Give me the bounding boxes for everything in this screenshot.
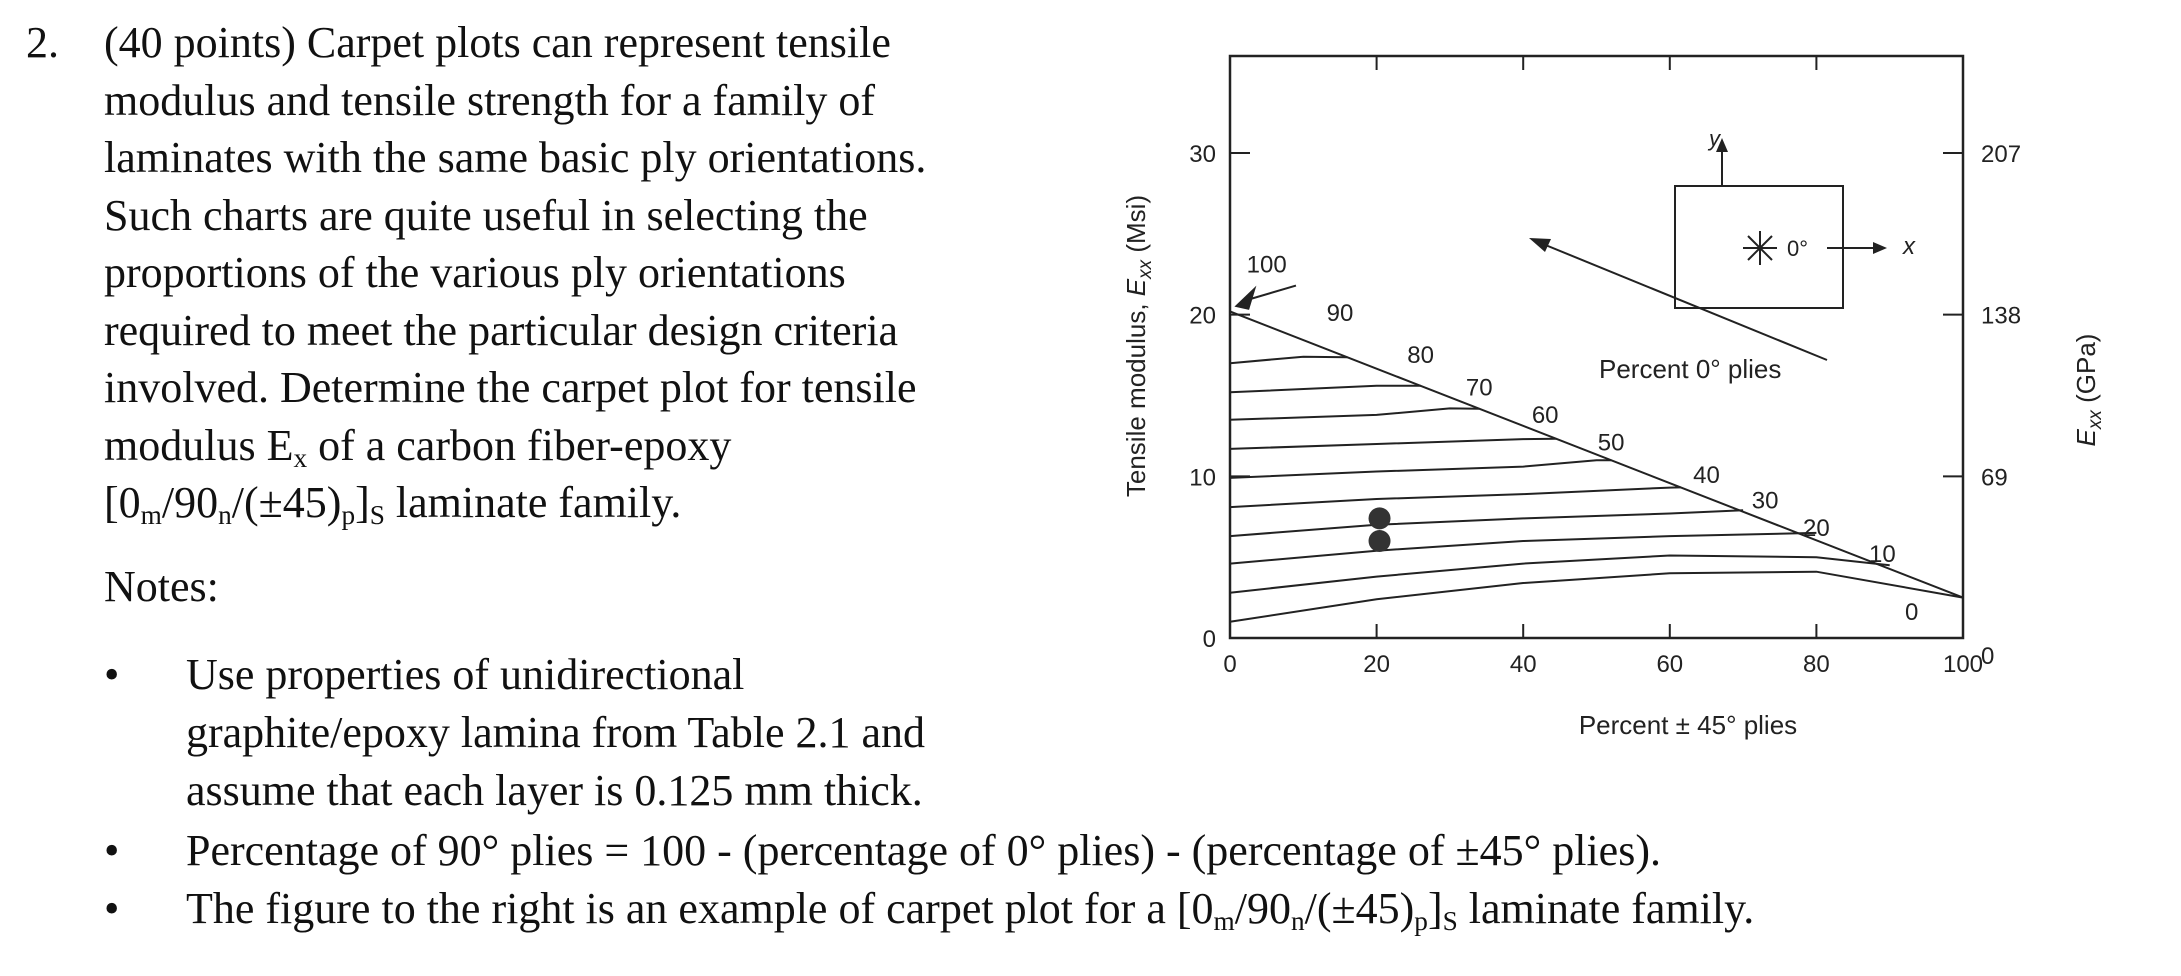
question-line: proportions of the various ply orientations [104, 248, 846, 297]
question-line-modulus [104, 417, 1054, 475]
curve-label: 10 [1869, 541, 1896, 569]
curve-label: 70 [1465, 374, 1493, 402]
carpet-plot [1105, 20, 2115, 780]
layup-line-rest: laminate family. [384, 478, 682, 527]
layup-notation: $[0_m/90_n/(\pm 45)_p]_S$ [1176, 884, 1458, 936]
question-line: Such charts are quite useful in selecting the [104, 190, 868, 240]
modulus-subscript: x [293, 442, 308, 473]
x-tick-label: 60 [1656, 651, 1684, 678]
question-line: required to meet the particular design criteria [104, 305, 899, 355]
notes-label: Notes: [104, 562, 219, 611]
modulus-text-rest: of a carbon fiber-epoxy [307, 420, 732, 470]
question-line: laminates with the same basic ply orientations. [104, 133, 927, 182]
curve-label: 50 [1597, 429, 1625, 457]
bullet-dot: • [104, 826, 120, 875]
inset-diagram [1675, 126, 1916, 308]
curve-label: 60 [1531, 401, 1559, 429]
curve-label: 0 [1905, 599, 1919, 627]
x-tick-label: 80 [1803, 651, 1830, 678]
y-tick-label-right: 207 [1981, 141, 2022, 168]
y-axis-label-left: Tensile modulus, $E_{xx}$ (Msi) [1121, 194, 1156, 498]
y-tick-label-left: 0 [1202, 626, 1216, 653]
inset-x-label: x [1903, 233, 1915, 260]
bullet-1-line: Use properties of unidirectional [186, 650, 745, 699]
carpet-curve [1230, 533, 1816, 564]
y-tick-label-left: 10 [1189, 464, 1216, 492]
curve-label: 80 [1407, 342, 1434, 370]
question-number: 2. [26, 18, 59, 67]
y-tick-label-left: 20 [1189, 302, 1216, 330]
plot-border [1230, 56, 1963, 638]
inset-y-label: y [1709, 126, 1720, 151]
y-tick-label-right: 0 [1981, 643, 1995, 670]
carpet-curve [1230, 572, 1963, 622]
modulus-text: modulus E [104, 420, 294, 470]
curve-label: 90 [1326, 300, 1354, 328]
curve-label: 100 [1246, 251, 1287, 279]
plot-frame [1230, 56, 1963, 638]
y-axis-label-right: $E_{xx}$ (GPa) [2071, 333, 2106, 447]
carpet-curve [1230, 487, 1681, 507]
bullet-2-text: Percentage of 90° plies = 100 - (percentage of 0° plies) - (percentage of ±45° plies). [186, 826, 1661, 875]
carpet-curve [1230, 439, 1556, 449]
carpet-curve [1230, 357, 1347, 364]
marker-dot [1369, 507, 1391, 529]
curve-label: 40 [1693, 461, 1720, 489]
y-tick-label-left: 30 [1189, 141, 1216, 168]
inset-angle-label: 0° [1787, 236, 1809, 261]
zero-ply-arrowhead [1529, 238, 1551, 252]
carpet-curve [1230, 556, 1890, 593]
y-tick-label-right: 69 [1981, 464, 2008, 492]
marker-dot [1369, 530, 1391, 552]
zero-ply-direction-arrow [1543, 244, 1827, 360]
carpet-curve [1230, 460, 1611, 478]
x-axis-label: Percent ± 45° plies [1578, 710, 1798, 740]
x-tick-label: 20 [1363, 651, 1390, 678]
curve-label: 30 [1751, 487, 1779, 515]
carpet-curve [1230, 386, 1421, 393]
bullet-3-text: The figure to the right is an example of carpet plot for a $[0_m/90_n/(\pm 45)_p]_S$ laminate family. [186, 884, 1755, 936]
y-tick-label-right: 138 [1981, 302, 2022, 330]
layup-notation: $[0_m/90_n/(\pm 45)_p]_S$ [104, 478, 385, 530]
carpet-curves [1230, 311, 1963, 621]
x-tick-label: 0 [1223, 651, 1237, 678]
bullet-dot: • [104, 884, 120, 933]
inset-x-arrowhead [1873, 242, 1887, 254]
question-paragraph [104, 14, 1054, 532]
curve-label: 20 [1803, 515, 1830, 543]
x-tick-label: 100 [1942, 651, 1984, 678]
question-line-layup [104, 474, 1054, 532]
arrow-label: Percent 0° plies [1599, 354, 1782, 384]
bullet-1-line: graphite/epoxy lamina from Table 2.1 and [186, 708, 925, 757]
x-tick-label: 40 [1509, 651, 1537, 678]
question-line: modulus and tensile strength for a family of [104, 75, 876, 125]
carpet-curve [1230, 510, 1743, 536]
question-line: involved. Determine the carpet plot for tensile [104, 363, 917, 412]
question-line: (40 points) Carpet plots can represent tensile [104, 18, 891, 67]
carpet-curve [1230, 408, 1479, 419]
bullet-1-line: assume that each layer is 0.125 mm thick. [186, 766, 923, 815]
bullet-dot: • [104, 650, 120, 699]
